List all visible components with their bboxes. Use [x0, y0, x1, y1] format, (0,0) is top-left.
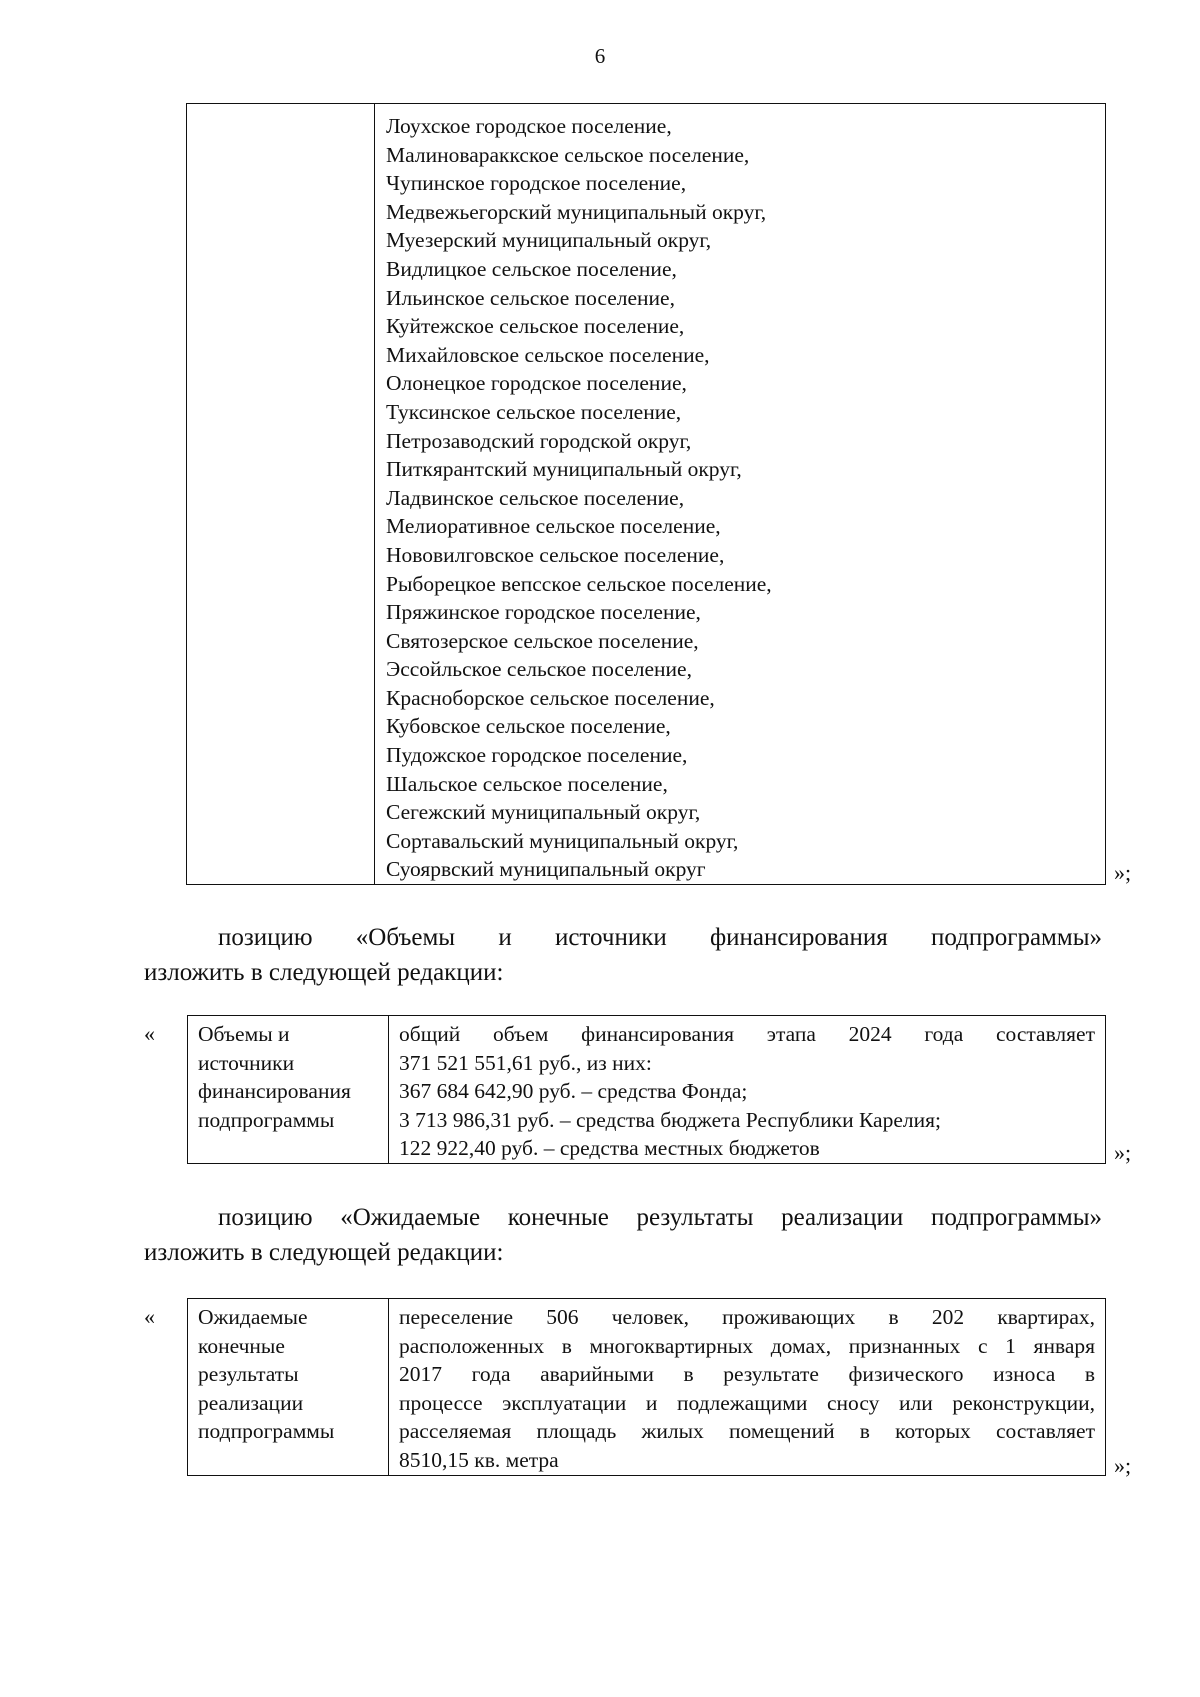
list-item: Олонецкое городское поселение, — [386, 371, 687, 396]
label-line: подпрограммы — [198, 1107, 335, 1132]
list-item: Пряжинское городское поселение, — [386, 600, 701, 625]
list-item: Сегежский муниципальный округ, — [386, 800, 701, 825]
value-line: процессе эксплуатации и подлежащими сносу или реконструкции, — [399, 1390, 1095, 1415]
value-line: 3 713 986,31 руб. – средства бюджета Республики Карелия; — [399, 1107, 941, 1132]
list-item: Шальское сельское поселение, — [386, 771, 668, 796]
value-line: 367 684 642,90 руб. – средства Фонда; — [399, 1079, 748, 1104]
list-item: Медвежьегорский муниципальный округ, — [386, 199, 767, 224]
list-item: Петрозаводский городской округ, — [386, 428, 692, 453]
list-item: Нововилговское сельское поселение, — [386, 542, 725, 567]
paragraph-line: позицию «Объемы и источники финансирования подпрограммы» — [218, 924, 1102, 951]
value-line: общий объем финансирования этапа 2024 года составляет — [399, 1022, 1095, 1046]
list-item: Ильинское сельское поселение, — [386, 285, 675, 310]
list-item: Красноборское сельское поселение, — [386, 685, 715, 710]
list-item: Туксинское сельское поселение, — [386, 399, 682, 424]
results-table — [187, 1298, 1106, 1476]
opening-quote: « — [144, 1021, 155, 1046]
municipalities-list-cell — [375, 104, 1106, 885]
list-item: Сортавальский муниципальный округ, — [386, 828, 739, 853]
list-item: Питкярантский муниципальный округ, — [386, 457, 742, 482]
financing-label-cell — [188, 1016, 389, 1164]
value-line: 122 922,40 руб. – средства местных бюджетов — [399, 1136, 820, 1161]
label-line: источники — [198, 1050, 295, 1075]
list-item: Малиновараккское сельское поселение, — [386, 142, 750, 167]
list-item: Кубовское сельское поселение, — [386, 714, 671, 739]
closing-quote: »; — [1114, 860, 1132, 885]
financing-value-cell — [389, 1016, 1106, 1164]
label-line: финансирования — [198, 1079, 351, 1104]
label-line: конечные — [198, 1333, 285, 1358]
label-line: реализации — [198, 1390, 304, 1415]
value-line: 371 521 551,61 руб., из них: — [399, 1050, 652, 1075]
closing-quote: »; — [1114, 1140, 1132, 1165]
value-line: расположенных в многоквартирных домах, признанных с 1 января — [399, 1333, 1095, 1358]
list-item: Ладвинское сельское поселение, — [386, 485, 685, 510]
opening-quote: « — [144, 1304, 155, 1329]
list-item: Видлицкое сельское поселение, — [386, 256, 677, 281]
paragraph-results-intro — [144, 1200, 1102, 1270]
municipalities-table — [186, 103, 1106, 885]
list-item: Святозерское сельское поселение, — [386, 628, 699, 653]
label-line: результаты — [198, 1362, 299, 1387]
paragraph-financing-intro — [144, 920, 1102, 990]
results-value-cell — [389, 1299, 1106, 1476]
financing-table — [187, 1015, 1106, 1164]
paragraph-line: изложить в следующей редакции: — [144, 959, 504, 986]
results-label-cell — [188, 1299, 389, 1476]
value-line: 2017 года аварийными в результате физического износа в — [399, 1362, 1095, 1387]
list-item: Чупинское городское поселение, — [386, 171, 687, 196]
label-line: подпрограммы — [198, 1419, 335, 1444]
list-item: Пудожское городское поселение, — [386, 743, 688, 768]
closing-quote: »; — [1114, 1453, 1132, 1478]
value-line: 8510,15 кв. метра — [399, 1447, 559, 1472]
list-item: Рыборецкое вепсское сельское поселение, — [386, 571, 772, 596]
list-item: Суоярвский муниципальный округ — [386, 857, 706, 882]
list-item: Куйтежское сельское поселение, — [386, 314, 685, 339]
list-item: Михайловское сельское поселение, — [386, 342, 710, 367]
municipalities-label-cell — [187, 104, 375, 885]
list-item: Эссойльское сельское поселение, — [386, 657, 692, 682]
list-item: Лоухское городское поселение, — [386, 114, 672, 138]
list-item: Мелиоративное сельское поселение, — [386, 514, 721, 539]
label-line: Объемы и — [198, 1022, 290, 1046]
list-item: Муезерский муниципальный округ, — [386, 228, 712, 253]
paragraph-line: изложить в следующей редакции: — [144, 1239, 504, 1266]
value-line: переселение 506 человек, проживающих в 202 квартирах, — [399, 1305, 1095, 1329]
value-line: расселяемая площадь жилых помещений в которых составляет — [399, 1419, 1095, 1444]
label-line: Ожидаемые — [198, 1305, 308, 1329]
paragraph-line: позицию «Ожидаемые конечные результаты реализации подпрограммы» — [218, 1204, 1102, 1231]
page-number: 6 — [594, 44, 606, 68]
